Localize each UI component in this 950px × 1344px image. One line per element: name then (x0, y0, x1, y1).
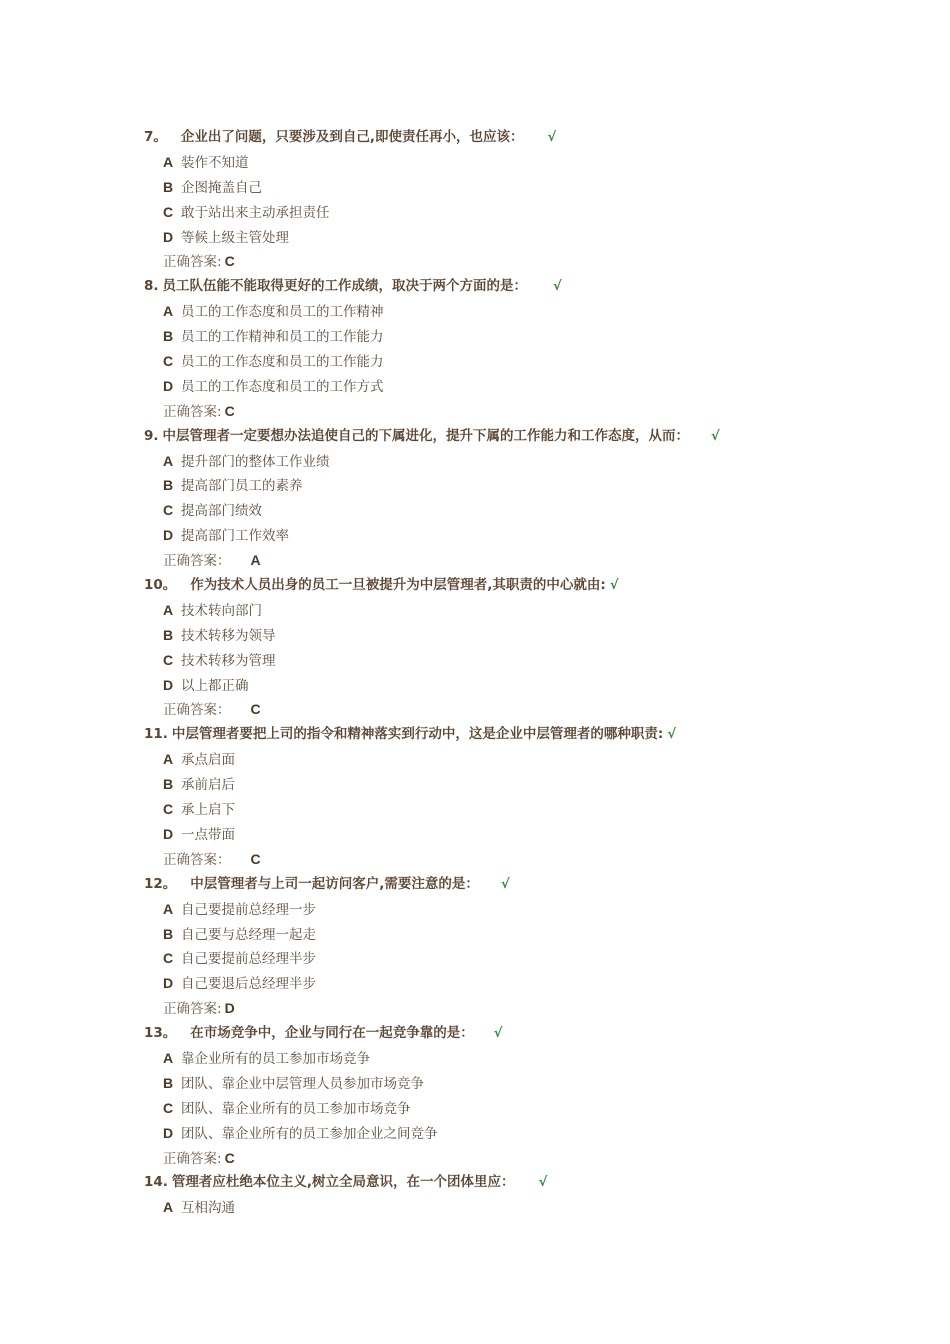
option-item (0, 1121, 950, 1146)
option-text: 提高部门工作效率 (181, 528, 289, 545)
option-item (0, 797, 950, 822)
option-item (0, 374, 950, 399)
option-item (0, 473, 950, 498)
option-letter: D (163, 975, 174, 992)
option-text: 一点带面 (181, 826, 235, 843)
correct-answer (0, 1146, 950, 1171)
option-item (0, 175, 950, 200)
option-text: 承前启后 (181, 777, 235, 794)
question-line (0, 1170, 950, 1195)
option-item (0, 822, 950, 847)
option-text: 等候上级主管处理 (181, 229, 289, 246)
option-text: 敢于站出来主动承担责任 (181, 204, 330, 221)
question-text: 员工队伍能不能取得更好的工作成绩，取决于两个方面的是： (162, 278, 528, 295)
option-text: 员工的工作态度和员工的工作能力 (181, 354, 384, 371)
option-letter: A (163, 751, 174, 768)
option-item (0, 349, 950, 374)
check-mark-icon: √ (667, 727, 676, 743)
check-mark-icon: √ (500, 876, 510, 892)
option-item (0, 922, 950, 947)
question-number: 8. (144, 278, 159, 295)
option-letter: A (163, 601, 174, 618)
option-letter: C (163, 651, 174, 668)
option-letter: A (163, 900, 174, 917)
option-letter: B (163, 925, 174, 942)
option-text: 团队、靠企业中层管理人员参加市场竞争 (181, 1075, 424, 1092)
question-block (0, 424, 950, 573)
question-number: 9. (144, 427, 159, 444)
answer-label: 正确答案: (163, 403, 222, 420)
answer-value: C (224, 402, 235, 419)
option-item (0, 946, 950, 971)
option-item (0, 1195, 950, 1220)
question-line (0, 573, 950, 598)
option-letter: D (163, 1124, 174, 1141)
option-text: 团队、靠企业所有的员工参加市场竞争 (181, 1100, 411, 1117)
option-letter: C (163, 502, 174, 519)
option-letter: A (163, 1199, 174, 1216)
answer-value: C (250, 850, 261, 867)
option-item (0, 200, 950, 225)
option-item (0, 971, 950, 996)
question-number: 12。 (144, 875, 177, 892)
option-letter: D (163, 377, 174, 394)
question-block (0, 274, 950, 423)
question-line (0, 1021, 950, 1046)
correct-answer (0, 697, 950, 722)
option-text: 提高部门绩效 (181, 503, 262, 520)
option-letter: B (163, 328, 174, 345)
check-mark-icon: √ (493, 1026, 503, 1042)
option-item (0, 523, 950, 548)
option-text: 企图掩盖自己 (181, 179, 262, 196)
option-text: 提升部门的整体工作业绩 (181, 453, 330, 470)
answer-value: C (224, 1149, 235, 1166)
question-line (0, 274, 950, 299)
question-block (0, 1170, 950, 1220)
option-letter: D (163, 676, 174, 693)
option-text: 提高部门员工的素养 (181, 478, 303, 495)
option-text: 员工的工作态度和员工的工作精神 (181, 304, 384, 321)
question-text: 企业出了问题，只要涉及到自己,即使责任再小，也应该： (180, 129, 524, 145)
option-item (0, 772, 950, 797)
question-block (0, 722, 950, 871)
correct-answer (0, 399, 950, 424)
option-text: 自己要退后总经理半步 (181, 976, 316, 993)
option-text: 装作不知道 (181, 154, 249, 171)
option-item (0, 1071, 950, 1096)
answer-value: C (250, 701, 261, 718)
answer-value: A (250, 552, 261, 569)
question-line (0, 125, 950, 150)
question-block (0, 1021, 950, 1170)
option-letter: A (163, 303, 174, 320)
option-item (0, 498, 950, 523)
option-text: 以上都正确 (181, 677, 249, 694)
option-item (0, 225, 950, 250)
correct-answer (0, 996, 950, 1021)
answer-label: 正确答案: (163, 254, 222, 271)
option-item (0, 1046, 950, 1071)
option-letter: D (163, 825, 174, 842)
option-letter: B (163, 776, 174, 793)
answer-label: 正确答案： (163, 851, 231, 868)
option-text: 自己要提前总经理半步 (181, 951, 316, 968)
option-item (0, 299, 950, 324)
option-letter: B (163, 477, 174, 494)
answer-value: D (224, 1000, 235, 1017)
option-letter: A (163, 153, 174, 170)
option-item (0, 324, 950, 349)
correct-answer (0, 249, 950, 274)
option-letter: C (163, 203, 174, 220)
question-number: 13。 (144, 1025, 177, 1042)
option-letter: B (163, 1074, 174, 1091)
question-block (0, 125, 950, 274)
option-letter: A (163, 1049, 174, 1066)
option-letter: C (163, 801, 174, 818)
quiz-document (0, 125, 950, 1220)
check-mark-icon: √ (553, 279, 562, 295)
option-letter: C (163, 353, 174, 370)
check-mark-icon: √ (711, 428, 720, 444)
option-letter: B (163, 178, 174, 195)
option-item (0, 673, 950, 698)
question-text: 管理者应杜绝本位主义,树立全局意识，在一个团体里应： (171, 1174, 515, 1191)
check-mark-icon: √ (538, 1175, 548, 1191)
option-item (0, 897, 950, 922)
question-text: 在市场竞争中，企业与同行在一起竞争靠的是： (190, 1025, 474, 1042)
question-number: 7。 (144, 129, 167, 145)
question-number: 10。 (144, 577, 177, 594)
check-mark-icon: √ (547, 130, 557, 145)
answer-label: 正确答案： (163, 553, 231, 570)
option-item (0, 449, 950, 474)
question-block (0, 573, 950, 722)
option-item (0, 598, 950, 623)
option-text: 承上启下 (181, 802, 235, 819)
option-text: 技术转移为管理 (181, 652, 276, 669)
option-letter: C (163, 950, 174, 967)
check-mark-icon: √ (609, 578, 619, 594)
answer-label: 正确答案: (163, 1001, 222, 1018)
option-text: 自己要与总经理一起走 (181, 926, 316, 943)
option-letter: A (163, 452, 174, 469)
option-item (0, 150, 950, 175)
correct-answer (0, 847, 950, 872)
answer-label: 正确答案: (163, 1150, 222, 1167)
question-text: 中层管理者要把上司的指令和精神落实到行动中，这是企业中层管理者的哪种职责: (171, 726, 664, 743)
question-number: 14. (144, 1174, 168, 1191)
option-letter: D (163, 228, 174, 245)
option-text: 技术转向部门 (181, 602, 262, 619)
option-text: 技术转移为领导 (181, 627, 276, 644)
question-text: 中层管理者一定要想办法追使自己的下属进化，提升下属的工作能力和工作态度，从而： (162, 427, 690, 444)
answer-label: 正确答案： (163, 702, 231, 719)
question-line (0, 872, 950, 897)
option-letter: B (163, 626, 174, 643)
correct-answer (0, 548, 950, 573)
option-letter: C (163, 1099, 174, 1116)
question-text: 中层管理者与上司一起访问客户,需要注意的是： (190, 875, 479, 892)
option-text: 员工的工作态度和员工的工作方式 (181, 378, 384, 395)
question-line (0, 424, 950, 449)
option-text: 员工的工作精神和员工的工作能力 (181, 329, 384, 346)
question-block (0, 872, 950, 1021)
option-text: 团队、靠企业所有的员工参加企业之间竞争 (181, 1125, 438, 1142)
question-number: 11. (144, 726, 168, 743)
answer-value: C (224, 253, 235, 270)
option-item (0, 1096, 950, 1121)
option-text: 靠企业所有的员工参加市场竞争 (181, 1050, 370, 1067)
question-line (0, 722, 950, 747)
option-text: 承点启面 (181, 752, 235, 769)
option-text: 互相沟通 (181, 1200, 235, 1217)
option-item (0, 747, 950, 772)
option-item (0, 623, 950, 648)
option-text: 自己要提前总经理一步 (181, 901, 316, 918)
option-item (0, 648, 950, 673)
option-letter: D (163, 527, 174, 544)
question-text: 作为技术人员出身的员工一旦被提升为中层管理者,其职责的中心就由: (190, 577, 606, 594)
